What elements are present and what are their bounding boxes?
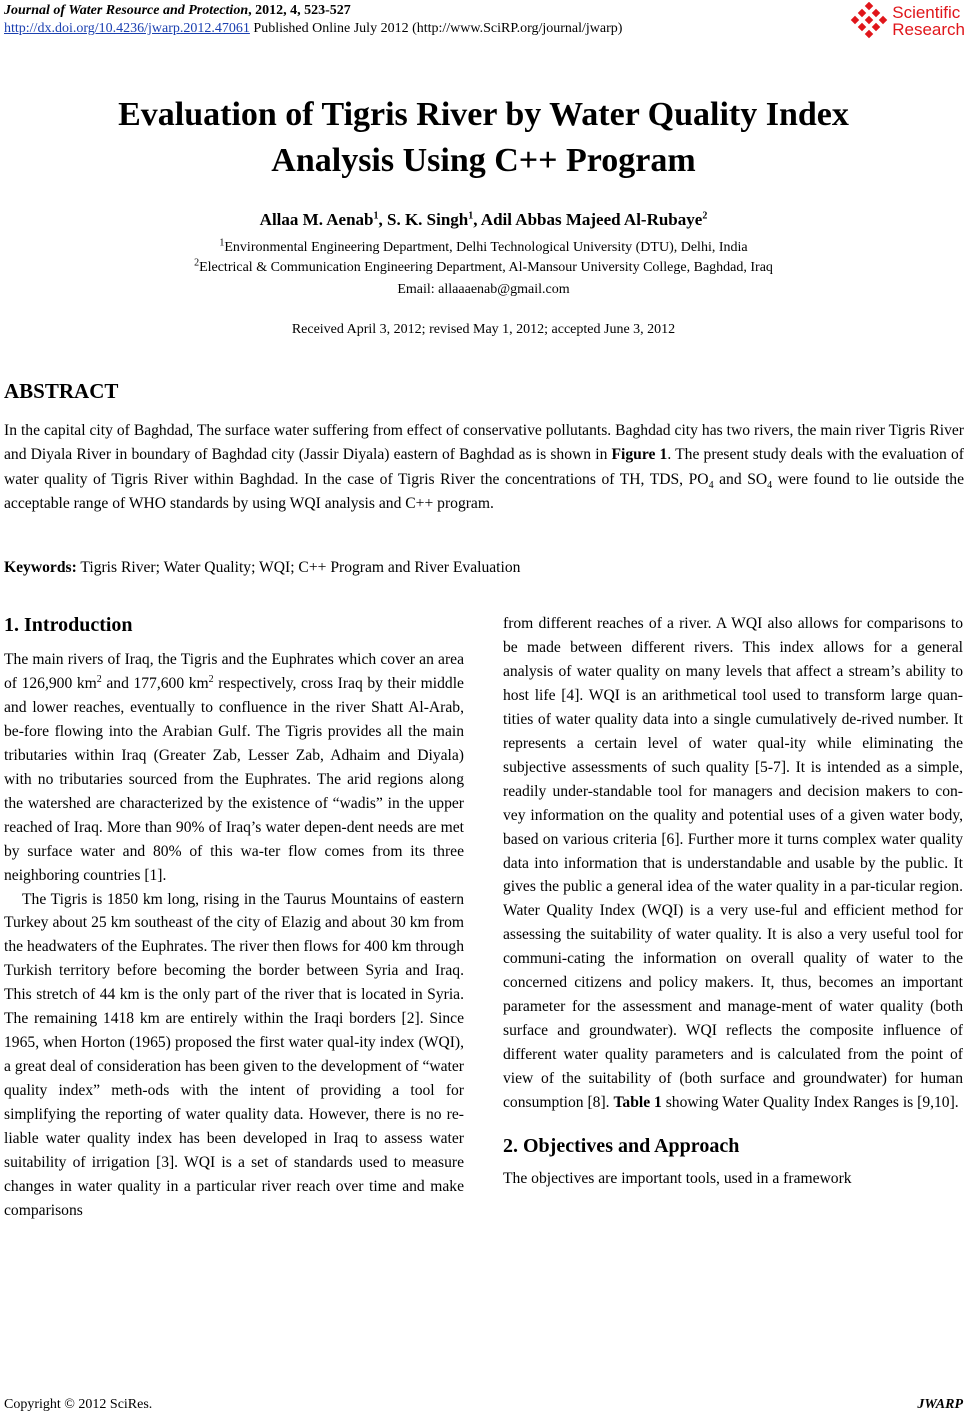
section-heading-objectives: 2. Objectives and Approach — [503, 1135, 740, 1158]
figure-ref: Figure 1 — [611, 446, 668, 464]
keywords-label: Keywords: — [4, 559, 77, 576]
right-column — [503, 612, 963, 1191]
author-list: Allaa M. Aenab$^1$, S. K. Singh$^1$, Adil Abbas Majeed Al-Rubaye$^2$ — [259, 210, 708, 229]
journal-abbreviation: JWARP — [917, 1397, 963, 1412]
publisher-name: Scientific Research — [892, 3, 965, 39]
journal-volume-pages: , 2012, 4, 523-527 — [248, 3, 351, 18]
keywords — [4, 556, 520, 580]
publisher-logo — [850, 2, 965, 40]
doi-line — [4, 20, 622, 38]
affiliation-1: $^1$Environmental Engineering Department, Delhi Technological University (DTU), Delhi, India — [219, 237, 748, 255]
objectives-paragraph-1: The objectives are important tools, used in a framework — [503, 1170, 852, 1188]
abstract-text: In the capital city of Baghdad, The surface water suffering from effect of conservative pollutants. Baghdad city has two rivers, the main river Tigris River and Diyala River in boundary of Baghdad city (Jassir Diyala) eastern of Baghdad as is shown in Figure 1. The present study deals with the evaluation of water quality of Tigris River within Baghdad. In the case of Tigris River the concentrations of TH, TDS, $PO_4$ and $SO_4$ were found to lie outside the acceptable range of WHO standards by using WQI analysis and C++ program. — [4, 422, 964, 512]
section-heading-introduction: 1. Introduction — [4, 614, 133, 636]
received-dates: Received April 3, 2012; revised May 1, 2012; accepted June 3, 2012 — [291, 322, 676, 337]
author-email: Email: allaaaenab@gmail.com — [397, 282, 570, 297]
published-online: Published Online July 2012 (http://www.SciRP.org/journal/jwarp) — [249, 21, 623, 36]
table-ref: Table 1 — [613, 1094, 662, 1112]
journal-header — [4, 2, 622, 38]
intro-paragraph-1: The main rivers of Iraq, the Tigris and the Euphrates which cover an area of 126,900 $km^2$ and 177,600 $km^2$ respectively, cross Iraq by their middle and lower reaches, eventually to confluence in the river Shatt Al-Arab, be-fore flowing into the Arabian Gulf. The Tigris provides all the main tributaries within Iraq (Greater Zab, Lesser Zab, Adhaim and Diyala) with no tributaries sourced from the Euphrates. The arid regions along the watershed are characterized by the existence of “wadis” in the upper reached of Iraq. More than 90% of Iraq’s water depen-dent needs are met by surface water and 80% of this wa-ter flow comes from its three neighboring countries [1]. — [4, 651, 464, 884]
copyright-notice: Copyright © 2012 SciRes. — [4, 1397, 153, 1412]
intro-paragraph-2: The Tigris is 1850 km long, rising in the Taurus Mountains of eastern Turkey about 25 km southeast of the city of Elazig and about 30 km from the headwaters of the Euphrates. The river then flows for 400 km through Turkish territory before becoming the border between Syria and Iraq. This stretch of 44 km is the only part of the river that is located in Syria. The remaining 1418 km are entirely within the Iraqi borders [2]. Since 1965, when Horton (1965) proposed the first water qual-ity index (WQI), a great deal of consideration has been given to the development of “water quality index” meth-ods with the intent of providing a tool for simplifying the reporting of water quality data. However, there is no re-liable water quality index has been developed in Iraq to assess water suitability of irrigation [3]. WQI is a set of standards used to measure changes in water quality in a particular river reach over time and make comparisons — [4, 890, 464, 1219]
intro-paragraph-3: from different reaches of a river. A WQI also allows for comparisons to be made between different rivers. This index allows for a general analysis of water quality on many levels that affect a stream’s ability to host life [4]. WQI is an arithmetical tool used to transform large quan-tities of water quality data into a single cumulatively de-rived number. It represents a certain level of water qual-ity while eliminating the subjective assessments of such quality [5-7]. It is intended as a simple, readily under-standable tool for managers and decision makers to con-vey information on the quality and potential uses of a given water body, based on various criteria [6]. Further more it turns complex water quality data into information that is understandable and usable by the public. It gives the public a general idea of the water quality in a par-ticular region. Water Quality Index (WQI) is a very use-ful and efficient method for assessing the suitability of water quality. It is also a very useful tool for communi-cating the information on overall quality of water to the concerned citizens and policy makers. It, thus, becomes an important parameter for the assessment and manage-ment of water quality (both surface and groundwater). WQI reflects the composite influence of different water quality parameters and is calculated from the point of view of the suitability of (both surface and groundwater) for human consumption [8]. Table 1 showing Water Quality Index Ranges is [9,10]. — [503, 615, 963, 1112]
keywords-list: Tigris River; Water Quality; WQI; C++ Program and River Evaluation — [76, 559, 521, 576]
doi-link[interactable]: http://dx.doi.org/10.4236/jwarp.2012.47061 — [4, 21, 250, 36]
scirp-diamond-icon — [850, 2, 888, 40]
abstract-heading: ABSTRACT — [4, 379, 119, 403]
paper-title: Evaluation of Tigris River by Water Quality Index Analysis Using C++ Program — [118, 96, 849, 179]
affiliation-2: $^2$Electrical & Communication Engineering Department, Al-Mansour University College, Baghdad, Iraq — [194, 257, 773, 275]
journal-citation — [4, 2, 622, 20]
journal-name: Journal of Water Resource and Protection — [4, 3, 249, 18]
left-column — [4, 612, 464, 1223]
